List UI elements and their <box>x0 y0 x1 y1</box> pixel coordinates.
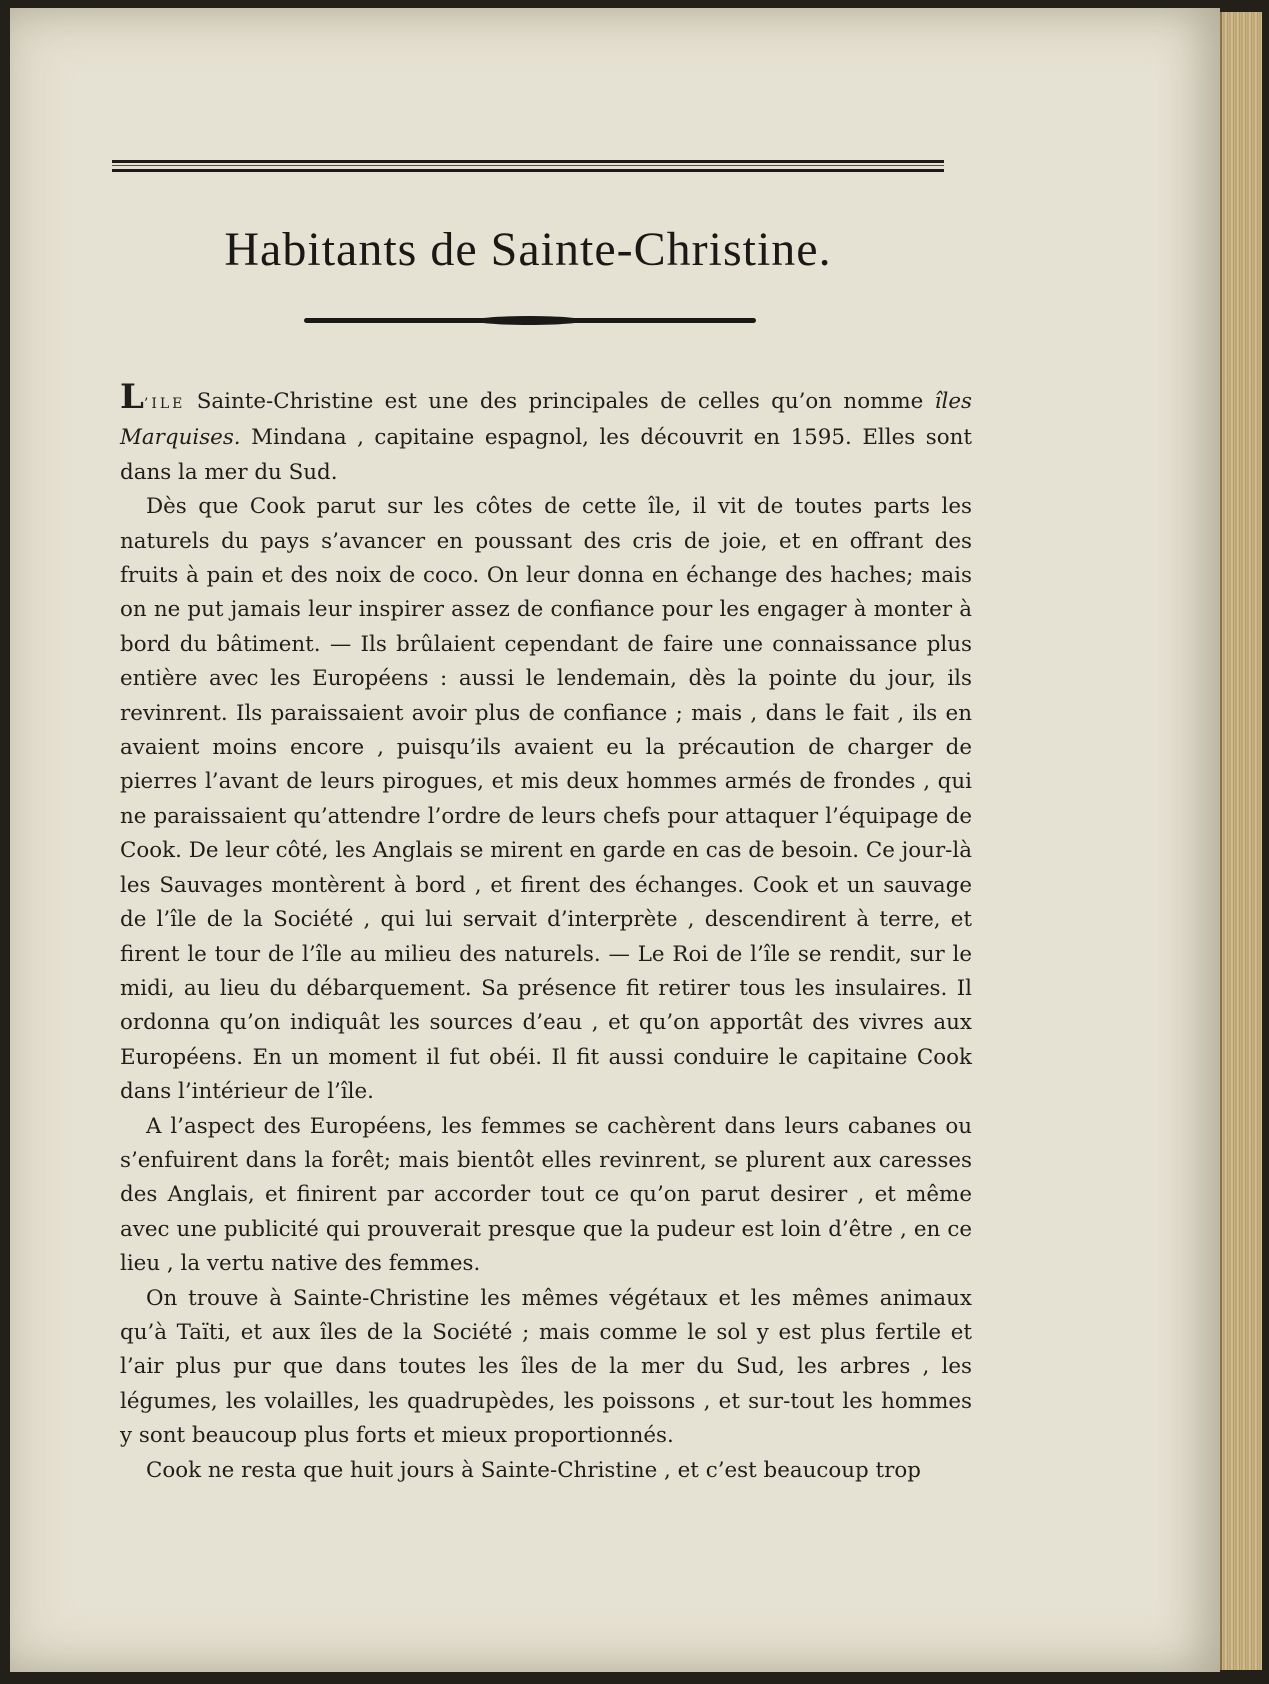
paragraph-5: Cook ne resta que huit jours à Sainte-Christine , et c’est beaucoup trop <box>146 1457 921 1483</box>
paragraph-4: On trouve à Sainte-Christine les mêmes végétaux et les mêmes animaux qu’à Taïti, et aux îles de la Société ; mais comme le sol y est plus fertile et l’air plus pur que dans toutes les îles de la mer du Sud, les arbres , les légumes, les volailles, les quadrupèdes, les poissons , et sur-tout les hommes y sont beaucoup plus forts et mieux proportionnés. <box>120 1285 972 1449</box>
paragraph-1-tail: Mindana , capitaine espagnol, les découvrit en 1595. Elles sont dans la mer du Sud. <box>120 425 972 485</box>
body-text <box>120 377 972 1488</box>
paragraph-2: Dès que Cook parut sur les côtes de cette île, il vit de toutes parts les naturels du pays s’avancer en poussant des cris de joie, et en offrant des fruits à pain et des noix de coco. On leur donna en échange des haches; mais on ne put jamais leur inspirer assez de confiance pour les engager à monter à bord du bâtiment. — Ils brûlaient cependant de faire une connaissance plus entière avec les Européens : aussi le lendemain, dès la pointe du jour, ils revinrent. Ils paraissaient avoir plus de confiance ; mais , dans le fait , ils en avaient moins encore , puisqu’ils avaient eu la précaution de charger de pierres l’avant de leurs pirogues, et mis deux hommes armés de frondes , qui ne paraissaient qu’attendre l’ordre de leurs chefs pour attaquer l’équipage de Cook. De leur côté, les Anglais se mirent en garde en cas de besoin. Ce jour-là les Sauvages montèrent à bord , et firent des échanges. Cook et un sauvage de l’île de la Société , qui lui servait d’interprète , descendirent à terre, et firent le tour de l’île au milieu des naturels. — Le Roi de l’île se rendit, sur le midi, au lieu du débarquement. Sa présence fit retirer tous les insulaires. Il ordonna qu’on indiquât les sources d’eau , et qu’on apportât des vivres aux Européens. En un moment il fut obéi. Il fit aussi conduire le capitaine Cook dans l’intérieur de l’île. <box>120 494 972 1105</box>
paragraph-1 <box>120 377 972 490</box>
initial-letter: L <box>120 377 144 417</box>
title-ornament-rule <box>304 318 756 323</box>
book-fore-edge <box>1220 12 1262 1670</box>
initial-small-caps: ’ILE <box>143 396 186 412</box>
paragraph-1-lead: Sainte-Christine est une des principales de celles qu’on nomme <box>185 389 935 414</box>
paragraph-3: A l’aspect des Européens, les femmes se cachèrent dans leurs cabanes ou s’enfuirent dans la forêt; mais bientôt elles revinrent, se plurent aux caresses des Anglais, et finirent par accorder tout ce qu’on parut desirer , et même avec une publicité qui prouverait presque que la pudeur est loin d’être , en ce lieu , la vertu native des femmes. <box>120 1113 972 1277</box>
header-double-rule <box>112 160 944 172</box>
page-title: Habitants de Sainte-Christine. <box>224 223 832 276</box>
italic-place-name: îles Marquises. <box>120 389 972 451</box>
